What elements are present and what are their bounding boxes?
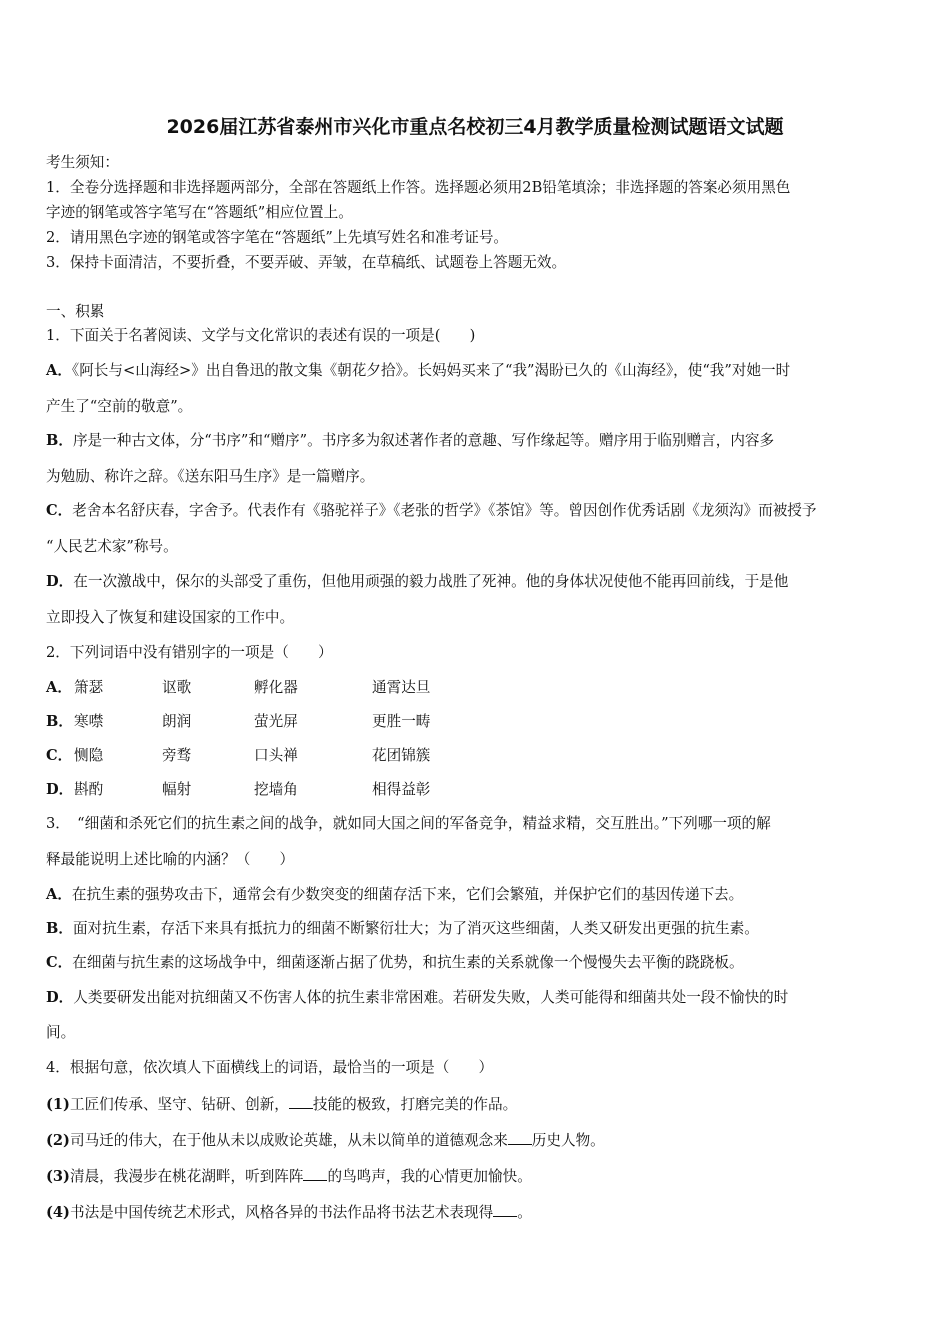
option-word: 斟酌 <box>74 781 104 798</box>
question-3-stem-cont: 释最能说明上述比喻的内涵？（ ） <box>46 851 295 868</box>
option-word: 花团锦簇 <box>372 747 431 764</box>
notice-item: 3．保持卡面清洁，不要折叠，不要弄破、弄皱，在草稿纸、试题卷上答题无效。 <box>46 254 567 271</box>
q3-option-d <box>46 988 788 1008</box>
option-text: 面对抗生素，存活下来具有抵抗力的细菌不断繁衍壮大；为了消灭这些细菌，人类又研发出更强的抗生素。 <box>72 920 759 937</box>
q1-option-c-cont: “人民艺术家”称号。 <box>46 538 178 555</box>
q1-option-d-cont: 立即投入了恢复和建设国家的工作中。 <box>46 609 295 626</box>
option-word: 挖墙角 <box>254 781 298 798</box>
option-label: D． <box>46 989 74 1006</box>
option-label: B． <box>46 920 73 937</box>
option-word: 通霄达旦 <box>372 679 431 696</box>
option-word: 幅射 <box>162 781 192 798</box>
option-word: 箫瑟 <box>74 679 104 696</box>
option-text: 《阿长与<山海经>》出自鲁迅的散文集《朝花夕拾》。长妈妈买来了“我”渴盼已久的《山海经》，使“我”对她一时 <box>71 362 791 379</box>
option-text: 人类要研发出能对抗细菌又不伤害人体的抗生素非常困难。若研发失败，人类可能得和细菌共处一段不愉快的时 <box>73 989 789 1006</box>
option-word: 朗润 <box>162 713 192 730</box>
option-label: C． <box>46 502 73 519</box>
fill-blank[interactable] <box>493 1202 517 1217</box>
option-word: 萤光屏 <box>254 713 298 730</box>
q2-option-a <box>46 678 430 698</box>
item-text: 。 <box>517 1204 532 1221</box>
item-text: 书法是中国传统艺术形式，风格各异的书法作品将书法艺术表现得 <box>69 1204 494 1221</box>
q2-option-c <box>46 746 430 766</box>
option-text: 序是一种古文体，分“书序”和“赠序”。书序多为叙述著作者的意趣、写作缘起等。赠序用于临别赠言，内容多 <box>72 432 775 449</box>
item-number: (2) <box>46 1132 70 1149</box>
option-word: 相得益彰 <box>372 781 431 798</box>
option-label: D． <box>46 573 74 590</box>
option-word: 旁骛 <box>162 747 192 764</box>
q4-item-4 <box>46 1202 532 1223</box>
notice-item: 1．全卷分选择题和非选择题两部分，全部在答题纸上作答。选择题必须用2B铅笔填涂；非选择题的答案必须用黑色 <box>46 179 791 196</box>
q1-option-a <box>46 361 790 381</box>
option-word: 恻隐 <box>74 747 104 764</box>
option-label: C． <box>46 747 73 764</box>
option-word: 孵化器 <box>254 679 298 696</box>
item-number: (4) <box>46 1204 70 1221</box>
option-text: 在一次激战中，保尔的头部受了重伤，但他用顽强的毅力战胜了死神。他的身体状况使他不能再回前线，于是他 <box>73 573 789 590</box>
item-text: 清晨，我漫步在桃花湖畔，听到阵阵 <box>69 1168 304 1185</box>
q1-option-a-cont: 产生了“空前的敬意”。 <box>46 398 193 415</box>
q4-item-3 <box>46 1166 532 1187</box>
item-number: (1) <box>46 1096 70 1113</box>
option-label: D． <box>46 781 74 798</box>
option-word: 口头禅 <box>254 747 298 764</box>
section-heading: 一、积累 <box>46 303 105 320</box>
item-text: 历史人物。 <box>531 1132 605 1149</box>
option-label: B． <box>46 713 73 730</box>
option-label: B． <box>46 432 73 449</box>
question-2-stem: 2．下列词语中没有错别字的一项是（ ） <box>46 644 333 661</box>
option-label: A． <box>46 679 72 696</box>
q2-option-d <box>46 780 430 800</box>
q1-option-b <box>46 431 774 451</box>
fill-blank[interactable] <box>508 1130 532 1145</box>
q3-option-d-cont: 间。 <box>46 1024 76 1041</box>
q3-option-c <box>46 953 744 973</box>
item-text: 工匠们传承、坚守、钻研、创新， <box>69 1096 289 1113</box>
notice-item: 2．请用黑色字迹的钢笔或答字笔在“答题纸”上先填写姓名和准考证号。 <box>46 229 509 246</box>
page-title: 2026届江苏省泰州市兴化市重点名校初三4月教学质量检测试题语文试题 <box>166 116 784 138</box>
option-text: 在抗生素的强势攻击下，通常会有少数突变的细菌存活下来，它们会繁殖，并保护它们的基因传递下去。 <box>71 886 744 903</box>
item-text: 的鸟鸣声，我的心情更加愉快。 <box>327 1168 532 1185</box>
q1-option-c <box>46 501 817 521</box>
q4-item-2 <box>46 1130 605 1151</box>
option-word: 更胜一畴 <box>372 713 431 730</box>
fill-blank[interactable] <box>303 1166 327 1181</box>
option-text: 在细菌与抗生素的这场战争中，细菌逐渐占据了优势，和抗生素的关系就像一个慢慢失去平衡的跷跷板。 <box>72 954 744 971</box>
q1-option-b-cont: 为勉励、称许之辞。《送东阳马生序》是一篇赠序。 <box>46 468 375 485</box>
question-4-stem: 4．根据句意，依次填人下面横线上的词语，最恰当的一项是（ ） <box>46 1059 494 1076</box>
item-text: 技能的极致，打磨完美的作品。 <box>312 1096 518 1113</box>
option-label: A． <box>46 362 72 379</box>
option-text: 老舍本名舒庆春，字舍予。代表作有《骆驼祥子》《老张的哲学》《茶馆》等。曾因创作优秀话剧《龙须沟》而被授予 <box>72 502 817 519</box>
item-text: 司马迁的伟大，在于他从未以成败论英雄，从未以简单的道德观念来 <box>69 1132 508 1149</box>
q1-option-d <box>46 572 788 592</box>
option-word: 讴歌 <box>162 679 192 696</box>
q3-option-a <box>46 885 743 905</box>
question-3-stem: 3． “细菌和杀死它们的抗生素之间的战争，就如同大国之间的军备竞争，精益求精，交互胜出。”下列哪一项的解 <box>46 815 771 832</box>
fill-blank[interactable] <box>289 1094 313 1109</box>
notice-heading: 考生须知： <box>46 154 119 171</box>
q2-option-b <box>46 712 430 732</box>
option-word: 寒噤 <box>74 713 104 730</box>
notice-item: 字迹的钢笔或答字笔写在“答题纸”相应位置上。 <box>46 204 353 221</box>
option-label: A． <box>46 886 72 903</box>
q4-item-1 <box>46 1094 517 1115</box>
question-1-stem: 1．下面关于名著阅读、文学与文化常识的表述有误的一项是( ) <box>46 327 476 344</box>
q3-option-b <box>46 919 759 939</box>
option-label: C． <box>46 954 73 971</box>
item-number: (3) <box>46 1168 70 1185</box>
